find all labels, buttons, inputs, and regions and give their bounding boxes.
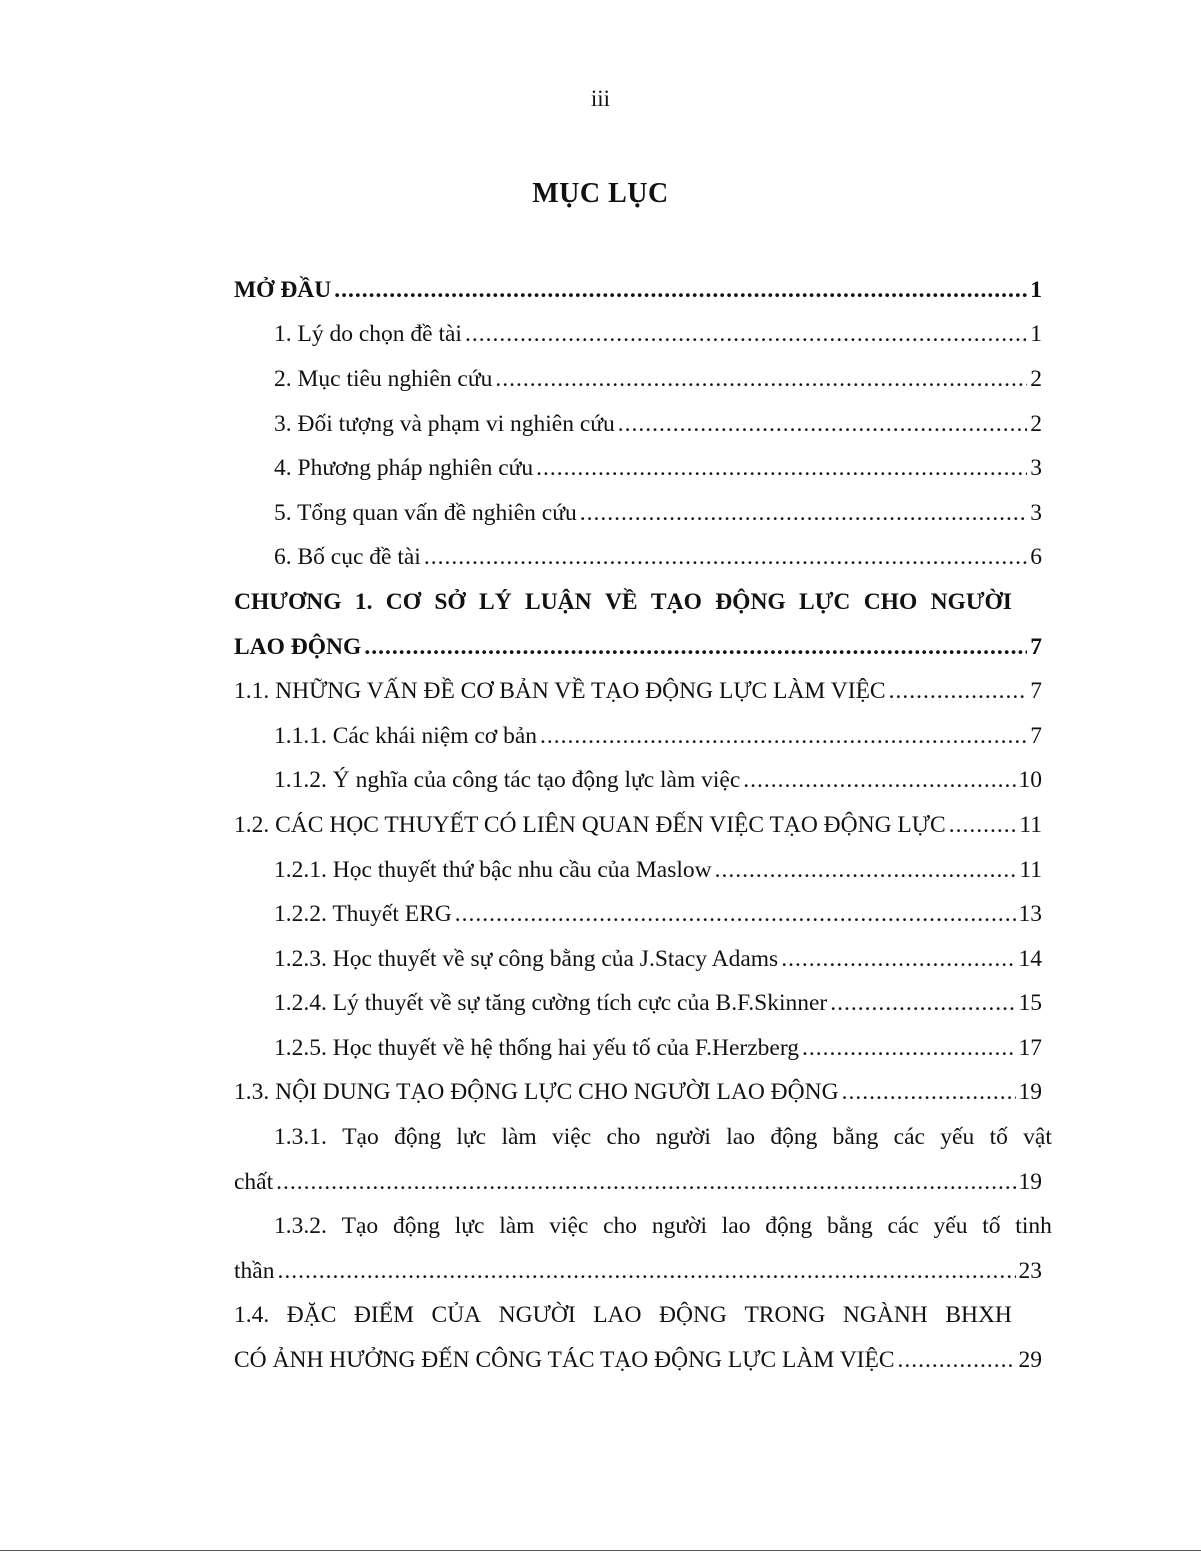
- dot-leader: [334, 277, 1027, 304]
- toc-word: NGƯỜI: [498, 1302, 576, 1329]
- toc-word: VỀ: [604, 588, 638, 615]
- toc-entry-page: 11: [1019, 856, 1042, 883]
- dot-leader: [949, 812, 1017, 839]
- toc-entry-text: 1.2.4. Lý thuyết về sự tăng cường tích cực của B.F.Skinner: [274, 990, 828, 1017]
- toc-entry-1-2-4[interactable]: [234, 982, 1042, 1027]
- toc-entry-1-2[interactable]: [234, 803, 1042, 848]
- toc-word: Tạo: [342, 1124, 379, 1151]
- toc-word: LÝ: [479, 588, 512, 615]
- toc-entry-text: 1.1.1. Các khái niệm cơ bản: [274, 722, 538, 749]
- toc-entry-text: 1.2.2. Thuyết ERG: [274, 901, 452, 928]
- toc-entry-page: 1: [1030, 276, 1042, 303]
- toc-word: lao: [721, 1213, 751, 1240]
- toc-word: BHXH: [945, 1302, 1012, 1329]
- toc-word: ĐẶC: [286, 1302, 337, 1329]
- toc-entry-1-4-line1[interactable]: [234, 1294, 1012, 1339]
- toc-entry-page: 1: [1030, 321, 1042, 348]
- toc-word: tố: [989, 1124, 1008, 1151]
- toc-entry-page: 10: [1018, 767, 1042, 794]
- toc-word: vật: [1023, 1124, 1052, 1151]
- toc-word: 1.3.2.: [274, 1213, 327, 1240]
- toc-word: động: [765, 1213, 813, 1240]
- dot-leader: [495, 366, 1027, 393]
- toc-entry-page: 19: [1018, 1168, 1042, 1195]
- toc-word: 1.: [354, 588, 373, 615]
- toc-entry-1[interactable]: [234, 313, 1042, 358]
- toc-entry-text: 1.3. NỘI DUNG TẠO ĐỘNG LỰC CHO NGƯỜI LAO ĐỘNG: [234, 1079, 839, 1106]
- toc-entry-4[interactable]: [234, 446, 1042, 491]
- toc-word: CỦA: [431, 1302, 482, 1329]
- toc-word: động: [392, 1213, 440, 1240]
- toc-entry-page: 7: [1030, 678, 1042, 705]
- dot-leader: [618, 411, 1028, 438]
- toc-entry-1-2-2[interactable]: [234, 892, 1042, 937]
- toc-word: ĐIỂM: [353, 1302, 414, 1329]
- toc-entry-text: 2. Mục tiêu nghiên cứu: [274, 365, 493, 392]
- toc-word: TRONG: [744, 1302, 826, 1329]
- toc-word: NGÀNH: [842, 1302, 928, 1329]
- toc-word: SỞ: [434, 588, 466, 615]
- toc-word: việc: [549, 1213, 589, 1240]
- toc-entry-page: 29: [1018, 1347, 1042, 1374]
- dot-leader: [536, 455, 1027, 482]
- toc-entry-text: 1. Lý do chọn đề tài: [274, 321, 462, 348]
- toc-entry-1-3-1-line1[interactable]: [234, 1115, 1052, 1160]
- toc-word: làm: [501, 1124, 537, 1151]
- toc-entry-5[interactable]: [234, 491, 1042, 536]
- dot-leader: [889, 678, 1028, 705]
- dot-leader: [743, 767, 1015, 794]
- toc-word: người: [651, 1213, 708, 1240]
- toc-word: LỰC: [799, 588, 851, 615]
- dot-leader: [424, 544, 1027, 571]
- toc-entry-1-4[interactable]: [234, 1338, 1042, 1383]
- toc-entry-text: MỞ ĐẦU: [234, 276, 332, 303]
- toc-entry-text: 1.2.3. Học thuyết về sự công bằng của J.Stacy Adams: [274, 945, 779, 972]
- toc-word: các: [893, 1124, 925, 1151]
- toc-entry-chuong-1[interactable]: [234, 625, 1042, 670]
- dot-leader: [276, 1169, 1015, 1196]
- table-of-contents: [234, 268, 1052, 1383]
- toc-entry-1-3-2-line1[interactable]: [234, 1204, 1052, 1249]
- toc-word: yếu: [940, 1124, 975, 1151]
- toc-word: LUẬN: [525, 588, 592, 615]
- toc-entry-text: 1.2. CÁC HỌC THUYẾT CÓ LIÊN QUAN ĐẾN VIỆC TẠO ĐỘNG LỰC: [234, 811, 946, 838]
- toc-word: TẠO: [650, 588, 702, 615]
- toc-word: ĐỘNG: [715, 588, 786, 615]
- toc-word: cho: [606, 1124, 641, 1151]
- toc-entry-1-3-2[interactable]: [234, 1249, 1042, 1294]
- toc-entry-2[interactable]: [234, 357, 1042, 402]
- toc-entry-text: thần: [234, 1257, 275, 1284]
- toc-word: lao: [726, 1124, 755, 1151]
- toc-entry-text: 1.2.1. Học thuyết thứ bậc nhu cầu của Maslow: [274, 856, 712, 883]
- toc-entry-page: 19: [1018, 1079, 1042, 1106]
- toc-entry-1-1[interactable]: [234, 669, 1042, 714]
- toc-entry-page: 17: [1018, 1034, 1042, 1061]
- toc-entry-page: 23: [1018, 1257, 1042, 1284]
- toc-word: lực: [456, 1124, 487, 1151]
- toc-entry-text: chất: [234, 1168, 274, 1195]
- toc-word: 1.3.1.: [274, 1124, 327, 1151]
- toc-entry-mo-dau[interactable]: [234, 268, 1042, 313]
- toc-word: các: [887, 1213, 919, 1240]
- toc-entry-page: 3: [1030, 499, 1042, 526]
- toc-word: lực: [454, 1213, 485, 1240]
- toc-word: tinh: [1015, 1213, 1052, 1240]
- toc-entry-page: 2: [1030, 365, 1042, 392]
- toc-entry-1-2-1[interactable]: [234, 848, 1042, 893]
- toc-entry-text: 6. Bố cục đề tài: [274, 544, 421, 571]
- toc-entry-page: 15: [1018, 990, 1042, 1017]
- dot-leader: [781, 946, 1015, 973]
- toc-word: bằng: [827, 1213, 873, 1240]
- toc-entry-1-2-3[interactable]: [234, 937, 1042, 982]
- toc-word: việc: [552, 1124, 592, 1151]
- toc-entry-6[interactable]: [234, 536, 1042, 581]
- toc-entry-text: LAO ĐỘNG: [234, 633, 362, 660]
- toc-word: NGƯỜI: [930, 588, 1012, 615]
- toc-entry-page: 6: [1030, 544, 1042, 571]
- toc-title: MỤC LỤC: [532, 178, 669, 209]
- dot-leader: [802, 1035, 1016, 1062]
- dot-leader: [715, 857, 1017, 884]
- toc-entry-page: 3: [1030, 455, 1042, 482]
- toc-word: tố: [982, 1213, 1001, 1240]
- dot-leader: [898, 1347, 1016, 1374]
- toc-word: yếu: [933, 1213, 968, 1240]
- toc-word: cho: [603, 1213, 638, 1240]
- toc-entry-1-1-1[interactable]: [234, 714, 1042, 759]
- dot-leader: [830, 990, 1015, 1017]
- toc-entry-text: 4. Phương pháp nghiên cứu: [274, 455, 534, 482]
- toc-entry-page: 14: [1018, 945, 1042, 972]
- toc-word: động: [770, 1124, 818, 1151]
- toc-word: Tạo: [341, 1213, 379, 1240]
- page-bottom-edge: [0, 1550, 1201, 1551]
- toc-entry-page: 11: [1019, 811, 1042, 838]
- toc-entry-text: 3. Đối tượng và phạm vi nghiên cứu: [274, 410, 615, 437]
- toc-word: 1.4.: [234, 1302, 270, 1329]
- toc-entry-1-3-1[interactable]: [234, 1160, 1042, 1205]
- toc-word: bằng: [832, 1124, 879, 1151]
- page-number: iii: [590, 86, 611, 111]
- dot-leader: [455, 901, 1016, 928]
- dot-leader: [540, 723, 1027, 750]
- toc-word: động: [394, 1124, 442, 1151]
- toc-entry-1-2-5[interactable]: [234, 1026, 1042, 1071]
- toc-entry-page: 7: [1030, 722, 1042, 749]
- toc-word: CƠ: [385, 588, 422, 615]
- dot-leader: [842, 1079, 1016, 1106]
- toc-word: CHO: [863, 588, 918, 615]
- toc-word: CHƯƠNG: [234, 588, 342, 615]
- toc-entry-page: 7: [1030, 633, 1042, 660]
- toc-word: LAO: [593, 1302, 642, 1329]
- toc-word: ĐỘNG: [659, 1302, 727, 1329]
- toc-entry-text: 1.1. NHỮNG VẤN ĐỀ CƠ BẢN VỀ TẠO ĐỘNG LỰC LÀM VIỆC: [234, 678, 886, 705]
- toc-entry-text: CÓ ẢNH HƯỞNG ĐẾN CÔNG TÁC TẠO ĐỘNG LỰC LÀM VIỆC: [234, 1347, 895, 1374]
- toc-entry-text: 1.1.2. Ý nghĩa của công tác tạo động lực làm việc: [274, 767, 741, 794]
- toc-entry-1-3[interactable]: [234, 1071, 1042, 1116]
- dot-leader: [580, 500, 1028, 527]
- dot-leader: [465, 321, 1027, 348]
- toc-entry-page: 13: [1018, 901, 1042, 928]
- toc-word: làm: [499, 1213, 535, 1240]
- dot-leader: [364, 634, 1027, 661]
- toc-entry-text: 1.2.5. Học thuyết về hệ thống hai yếu tố của F.Herzberg: [274, 1034, 799, 1061]
- toc-word: người: [655, 1124, 711, 1151]
- toc-entry-3[interactable]: [234, 402, 1042, 447]
- dot-leader: [277, 1258, 1015, 1285]
- toc-entry-1-1-2[interactable]: [234, 759, 1042, 804]
- toc-entry-text: 5. Tổng quan vấn đề nghiên cứu: [274, 499, 577, 526]
- toc-entry-chuong-1-line1[interactable]: [234, 580, 1012, 625]
- toc-entry-page: 2: [1030, 410, 1042, 437]
